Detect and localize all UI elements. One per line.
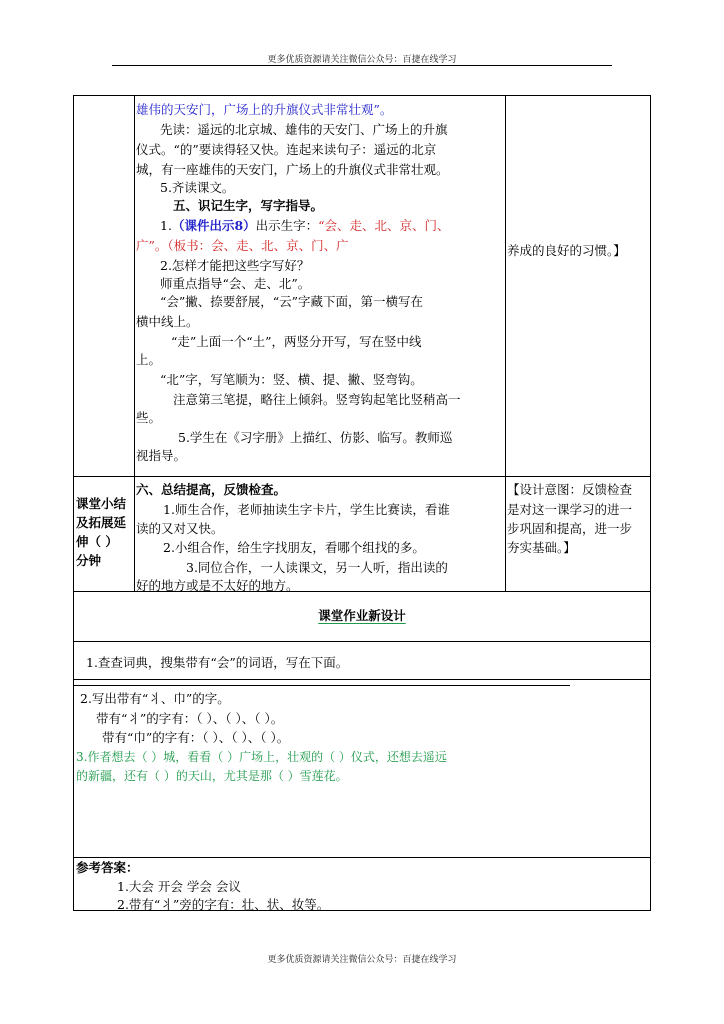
answer-1: 1.大会 开会 学会 会议 [117,879,241,894]
page-footer: 更多优质资源请关注微信公众号：百捷在线学习 [267,955,457,965]
answer-blank-line [74,685,570,686]
process-line-15: “北”字，写笔顺为：竖、横、提、撇、竖弯钩。 [160,372,423,387]
process-line-9: 2.怎样才能把这些字写好？ [160,258,310,273]
process-line-18: 5.学生在《习字册》上描红、仿影、临写。教师巡 [178,430,453,445]
answers-title: 参考答案： [76,860,139,875]
show-chars-text: 出示生字： [255,218,319,233]
process-line-5: 5.齐读课文。 [160,180,235,195]
row-divider-answers [74,857,650,858]
step-number: 1. [160,218,172,233]
process-line-19: 视指导。 [136,448,187,463]
process-line-2: 先读：遥远的北京城、雄伟的天安门、广场上的升旗 [160,122,448,137]
process-line-3: 仪式。“的”要读得轻又快。连起来读句子：遥远的北京 [136,142,437,157]
col-divider-left [134,96,135,591]
board-writing: 广”。（板书：会、走、北、京、门、广 [136,238,349,253]
process-line-12: 横中线上。 [136,314,199,329]
row-divider-summary [74,476,650,477]
courseware-tag: （课件出示8） [171,218,256,233]
summary-line-4: 2.小组合作，给生字找朋友，看哪个组找的多。 [163,540,425,555]
summary-label-3: 伸（ ） [76,534,118,549]
summary-line-6: 好的地方或是不太好的地方。 [136,578,299,593]
homework-q2-line-a: 带有“丬”的字有：（ ）、（ ）、（ ）。 [96,711,284,726]
design-intent-top: 养成的良好的习惯。】 [507,243,626,258]
homework-q3-text-1: 3.作者想去（ ）城，看看（ ）广场上，壮观的（ ）仪式，还想去遥远 [76,750,447,764]
col-divider-right [505,96,506,591]
design-intent-2: 是对这一课学习的进一 [507,502,633,517]
summary-label-2: 及拓展延 [76,515,127,530]
summary-line-2: 1.师生合作，老师抽读生字卡片，学生比赛读，看谁 [163,502,450,517]
process-line-4: 城，有一座雄伟的天安门，广场上的升旗仪式非常壮观。 [136,162,449,177]
header-rule [112,65,612,66]
design-intent-1: 【设计意图：反馈检查 [507,482,633,497]
row-divider-q1 [74,679,650,680]
row-divider-title [74,641,650,642]
answer-2: 2.带有“丬”旁的字有：壮、状、妆等。 [117,897,330,912]
summary-line-3: 读的又对又快。 [136,521,224,536]
process-line-1: 雄伟的天安门，广场上的升旗仪式非常壮观”。 [136,102,393,117]
process-line-16: 注意第三笔提，略往上倾斜。竖弯钩起笔比竖稍高一 [173,392,461,407]
section-6-heading: 六、总结提高，反馈检查。 [136,482,287,497]
process-line-10: 师重点指导“会、走、北”。 [160,276,311,291]
design-intent-3: 步巩固和提高，进一步 [507,521,633,536]
homework-q2: 2.写出带有“丬、巾”的字。 [80,691,230,706]
process-line-13: “走”上面一个“土”，两竖分开写，写在竖中线 [171,334,422,349]
summary-label-1: 课堂小结 [76,496,127,511]
lesson-table [73,95,651,911]
process-line-7 [160,216,450,236]
section-5-heading: 五、识记生字，写字指导。 [173,198,324,213]
page-header: 更多优质资源请关注微信公众号：百捷在线学习 [267,55,457,65]
homework-title: 课堂作业新设计 [318,608,406,623]
process-line-14: 上。 [136,352,162,367]
design-intent-4: 夯实基础。】 [507,540,576,555]
summary-line-5: 3.同位合作，一人读课文，另一人听，指出读的 [186,560,448,575]
homework-q3-line-1 [76,747,650,767]
process-line-17: 些。 [136,410,162,425]
homework-q2-line-b: 带有“巾”的字有：（ ）、（ ）、（ ）。 [102,730,290,745]
process-line-11: “会”撇、捺要舒展，“云”字藏下面，第一横写在 [160,294,424,309]
summary-label-4: 分钟 [76,553,102,568]
homework-q1: 1.查查词典，搜集带有“会”的词语，写在下面。 [86,655,349,670]
new-chars-list: “会、走、北、京、门、 [318,218,450,233]
homework-q3-line-2: 的新疆，还有（ ）的天山，尤其是那（ ）雪莲花。 [76,769,348,783]
